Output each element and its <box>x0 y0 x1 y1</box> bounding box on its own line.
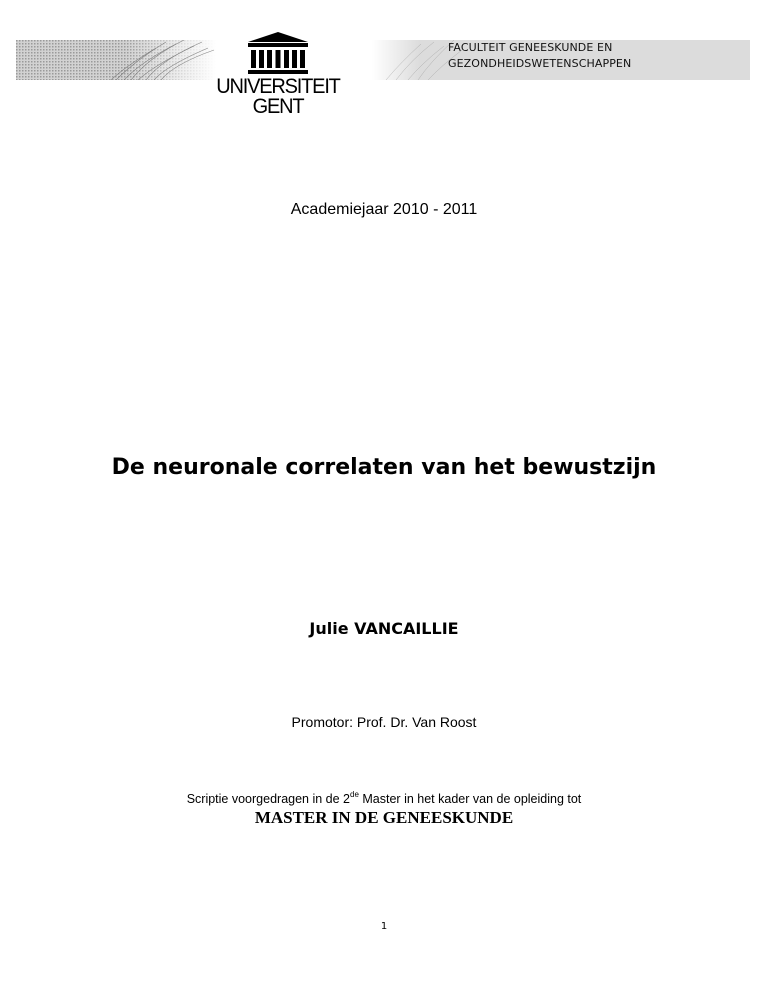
faculty-line-2: GEZONDHEIDSWETENSCHAPPEN <box>448 57 632 70</box>
scriptie-suffix: Master in het kader van de opleiding tot <box>358 792 582 806</box>
faculty-name <box>448 40 748 72</box>
scriptie-prefix: Scriptie voorgedragen in de 2 <box>186 792 351 806</box>
author-name: Julie VANCAILLIE <box>309 619 459 638</box>
degree-name: MASTER IN DE GENEESKUNDE <box>254 808 514 827</box>
thesis-title: De neuronale correlaten van het bewustzijn <box>111 455 657 480</box>
university-logo-text <box>210 74 346 118</box>
faculty-line-1: FACULTEIT GENEESKUNDE EN <box>448 41 613 54</box>
scriptie-description <box>0 790 768 806</box>
logo-line-1: UNIVERSITEIT <box>216 74 340 99</box>
promotor: Promotor: Prof. Dr. Van Roost <box>291 714 477 730</box>
scriptie-superscript: de <box>350 790 359 799</box>
page-number: 1 <box>380 921 388 932</box>
academic-year: Academiejaar 2010 - 2011 <box>290 201 478 218</box>
logo-line-2: GENT <box>252 94 304 118</box>
